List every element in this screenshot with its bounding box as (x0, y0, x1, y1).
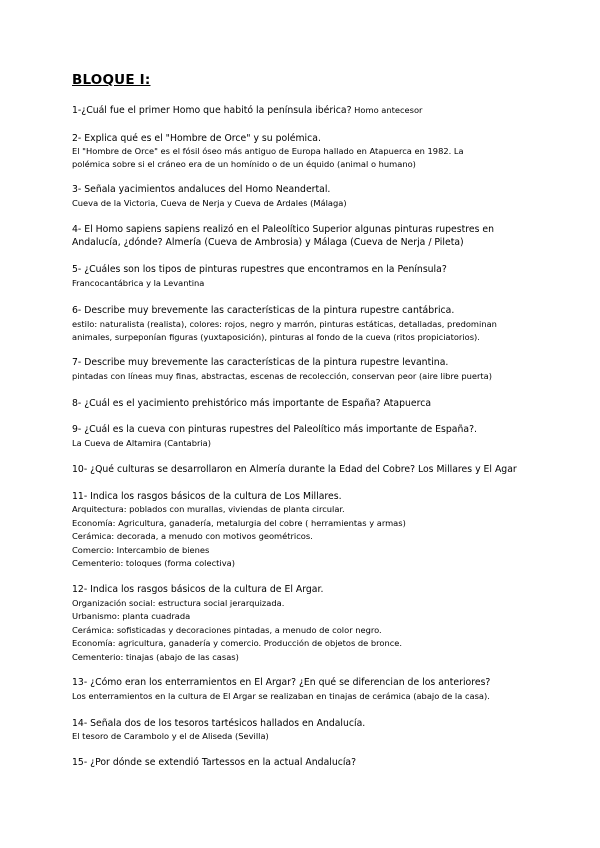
question-8: 8- ¿Cuál es el yacimiento prehistórico más importante de España? Atapuerca (72, 398, 432, 409)
question-12: 12- Indica los rasgos básicos de la cultura de El Argar. (72, 584, 324, 595)
question-3: 3- Señala yacimientos andaluces del Homo Neandertal. (72, 184, 331, 195)
answer-11-line-2: Economía: Agricultura, ganadería, metalurgia del cobre ( herramientas y armas) (72, 518, 406, 528)
answer-11-line-3: Cerámica: decorada, a menudo con motivos geométricos. (72, 531, 313, 541)
answer-13-line-1: Los enterramientos en la cultura de El Argar se realizaban en tinajas de cerámica (abajo de la casa). (72, 691, 490, 701)
question-7: 7- Describe muy brevemente las características de la pintura rupestre levantina. (72, 357, 449, 368)
answer-2-line-2: polémica sobre si el cráneo era de un homínido o de un équido (animal o humano) (72, 159, 416, 169)
answer-12-line-5: Cementerio: tinajas (abajo de las casas) (72, 652, 239, 662)
question-2: 2- Explica qué es el "Hombre de Orce" y su polémica. (72, 133, 321, 144)
question-11: 11- Indica los rasgos básicos de la cultura de Los Millares. (72, 491, 342, 502)
answer-12-line-2: Urbanismo: planta cuadrada (72, 611, 191, 621)
answer-3-line-1: Cueva de la Victoria, Cueva de Nerja y Cueva de Ardales (Málaga) (72, 198, 347, 208)
answer-12-line-3: Cerámica: sofisticadas y decoraciones pintadas, a menudo de color negro. (72, 625, 382, 635)
answer-2-line-1: El "Hombre de Orce" es el fósil óseo más antiguo de Europa hallado en Atapuerca en 1982. La (72, 146, 464, 156)
answer-11-line-4: Comercio: Intercambio de bienes (72, 545, 210, 555)
question-15: 15- ¿Por dónde se extendió Tartessos en la actual Andalucía? (72, 757, 357, 768)
question-1: 1-¿Cuál fue el primer Homo que habitó la península ibérica? Homo antecesor (72, 105, 423, 116)
question-13: 13- ¿Cómo eran los enterramientos en El Argar? ¿En qué se diferencian de los anteriores? (72, 677, 491, 688)
question-6: 6- Describe muy brevemente las características de la pintura rupestre cantábrica. (72, 305, 455, 316)
answer-12-line-1: Organización social: estructura social jerarquizada. (72, 598, 285, 608)
question-9: 9- ¿Cuál es la cueva con pinturas rupestres del Paleolítico más importante de España?. (72, 424, 477, 435)
answer-6-line-2: animales, surpeponían figuras (yuxtaposición), pinturas al fondo de la cueva (ritos propiciatorios). (72, 332, 480, 342)
question-14: 14- Señala dos de los tesoros tartésicos hallados en Andalucía. (72, 718, 366, 729)
answer-11-line-1: Arquitectura: poblados con murallas, viviendas de planta circular. (72, 504, 345, 514)
answer-14-line-1: El tesoro de Carambolo y el de Aliseda (Sevilla) (72, 731, 269, 741)
answer-6-line-1: estilo: naturalista (realista), colores: rojos, negro y marrón, pinturas estáticas, detalladas, predominan (72, 319, 497, 329)
section-heading: BLOQUE I: (72, 72, 151, 88)
answer-1-inline: Homo antecesor (351, 105, 423, 115)
answer-11-line-5: Cementerio: toloques (forma colectiva) (72, 558, 235, 568)
answer-9-line-1: La Cueva de Altamira (Cantabria) (72, 438, 211, 448)
question-4-continuation: Andalucía, ¿dónde? Almería (Cueva de Ambrosia) y Málaga (Cueva de Nerja / Pileta) (72, 237, 464, 248)
answer-7-line-1: pintadas con líneas muy finas, abstractas, escenas de recolección, conservan peor (aire libre puerta) (72, 371, 493, 381)
answer-5-line-1: Francocantábrica y la Levantina (72, 278, 205, 288)
question-5: 5- ¿Cuáles son los tipos de pinturas rupestres que encontramos en la Península? (72, 264, 447, 275)
question-4: 4- El Homo sapiens sapiens realizó en el Paleolítico Superior algunas pinturas rupestres en (72, 224, 495, 235)
answer-12-line-4: Economía: agricultura, ganadería y comercio. Producción de objetos de bronce. (72, 638, 403, 648)
question-10: 10- ¿Qué culturas se desarrollaron en Almería durante la Edad del Cobre? Los Millares y El Agar (72, 464, 517, 475)
